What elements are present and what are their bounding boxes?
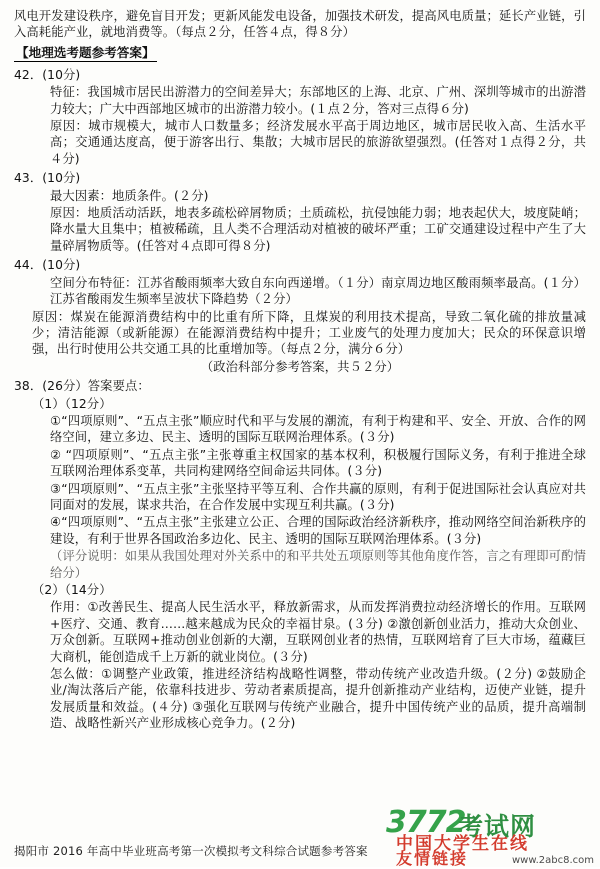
section-heading-geography: 【地理选考题参考答案】 bbox=[16, 44, 155, 60]
question-38-item-1: ①“四项原则”、“五点主张”顺应时代和平与发展的潮流，有利于构建和平、安全、开放、合作的网络空间，建立多边、民主、透明的国际互联网治理体系。(３分) bbox=[50, 413, 586, 445]
watermark-url: www.2abc8.com bbox=[511, 855, 594, 866]
watermark-line-2: 中国大学生在线 bbox=[396, 834, 529, 854]
question-43-line-1: 最大因素：地质条件。(２分) bbox=[50, 188, 209, 203]
question-42-line-1: 特征：我国城市居民出游潜力的空间差异大；东部地区的上海、北京、广州、深圳等城市的出游潜力较大；广大中西部地区城市的出游潜力较小。(１点２分，答对三点得６分) bbox=[50, 85, 586, 116]
politics-section-header: （政治科部分参考答案，共５２分） bbox=[200, 359, 400, 374]
question-38-number: 38．(26分）答案要点： bbox=[14, 379, 150, 394]
question-44-number: 44．(10分) bbox=[14, 258, 81, 273]
watermark-site-name: 考试网 bbox=[458, 812, 537, 841]
question-38-item-2: ② “四项原则”、“五点主张”主张尊重主权国家的基本权利，积极履行国际义务，有利于推进全球互联网治理体系变革，共同构建网络空间命运共同体。(３分) bbox=[50, 447, 586, 479]
page-footer: 揭阳市 2016 年高中毕业班高考第一次模拟考文科综合试题参考答案 bbox=[14, 844, 368, 858]
watermark-number: 3772 bbox=[386, 805, 466, 840]
question-38-how: 怎么做：①调整产业政策，推进经济结构战略性调整，带动传统产业改造升级。(２分) ②鼓励企业/淘汰落后产能，依靠科技进步、劳动者素质提高，提升创新推动产业结构，迈使产业链，提升发展质量和效益。(４分) ③强化互联网与传统产业融合，提升中国传统产业的品质，提升高端制造、战略性新兴产业形成核心竞争力。(２分) bbox=[50, 667, 586, 731]
question-44-line-2: 原因：煤炭在能源消费结构中的比重有所下降，且煤炭的利用技术提高，导致二氧化硫的排放量减少；清洁能源（或新能源）在能源消费结构中提升；工业废气的处理力度加大；民众的环保意识增强，出行时使用公共交通工具的比重增加等。（每点２分，满分６分） bbox=[32, 309, 586, 357]
question-44-line-1: 空间分布特征：江苏省酸雨频率大致自东向西递增。（１分）南京周边地区酸雨频率最高。(１分）江苏省酸雨发生频率呈波状下降趋势（２分） bbox=[50, 275, 586, 307]
question-38-scoring-note: （评分说明：如果从我国处理对外关系中的和平共处五项原则等其他角度作答，言之有理即可酌情给分） bbox=[50, 549, 586, 580]
question-38-item-3: ③“四项原则”、“五点主张”主张坚持平等互利、合作共赢的原则，有利于促进国际社会认真应对共同面对的发展，谋求共治，在合作发展中实现互利共赢。(３分) bbox=[50, 481, 586, 512]
question-38-part1-label: （1）（12分） bbox=[32, 396, 112, 411]
watermark-line-3: 友情链接 bbox=[396, 849, 469, 868]
question-38-part2-label: （2）（14分） bbox=[32, 583, 112, 597]
question-38-item-4: ④“四项原则”、“五点主张”主张建立公正、合理的国际政治经济新秩序，推动网络空间治新秩序的建设，有利于世界各国政治多边化、民主、透明的国际互联网治理体系。(３分) bbox=[50, 515, 586, 546]
question-43-line-2: 原因：地质活动活跃，地表多疏松碎屑物质；土质疏松，抗侵蚀能力弱；地表起伏大，坡度陡峭；降水量大且集中；植被稀疏，且人类不合理活动对植被的破坏严重；工矿交通建设过程中产生了大量碎屑物质等。(任答对４点即可得８分) bbox=[50, 206, 586, 253]
question-38-effects: 作用：①改善民生、提高人民生活水平，释放新需求，从而发挥消费拉动经济增长的作用。互联网+医疗、交通、教育……越来越成为民众的幸福甘泉。(３分) ②激创新创业活力，推动大众创业、万众创新。互联网+推动创业创新的大潮，互联网创业者的热情，互联网培育了巨大市场，蕴藏巨大商机，能创造成千上万新的就业岗位。(３分) bbox=[50, 600, 586, 664]
question-42-number: 42．(10分) bbox=[14, 67, 81, 82]
question-43-number: 43．(10分) bbox=[14, 171, 81, 186]
paragraph-intro: 风电开发建设秩序，避免盲目开发；更新风能发电设备，加强技术研发，提高风电质量；延长产业链，引入高耗能产业，就地消费等。（每点２分，任答４点，得８分） bbox=[14, 9, 586, 40]
question-42-line-2: 原因：城市规模大，城市人口数量多；经济发展水平高于周边地区，城市居民收入高、生活水平高；交通通达度高，便于游客出行、集散；大城市居民的旅游欲望强烈。(任答对１点得２分，共４分) bbox=[50, 119, 586, 166]
